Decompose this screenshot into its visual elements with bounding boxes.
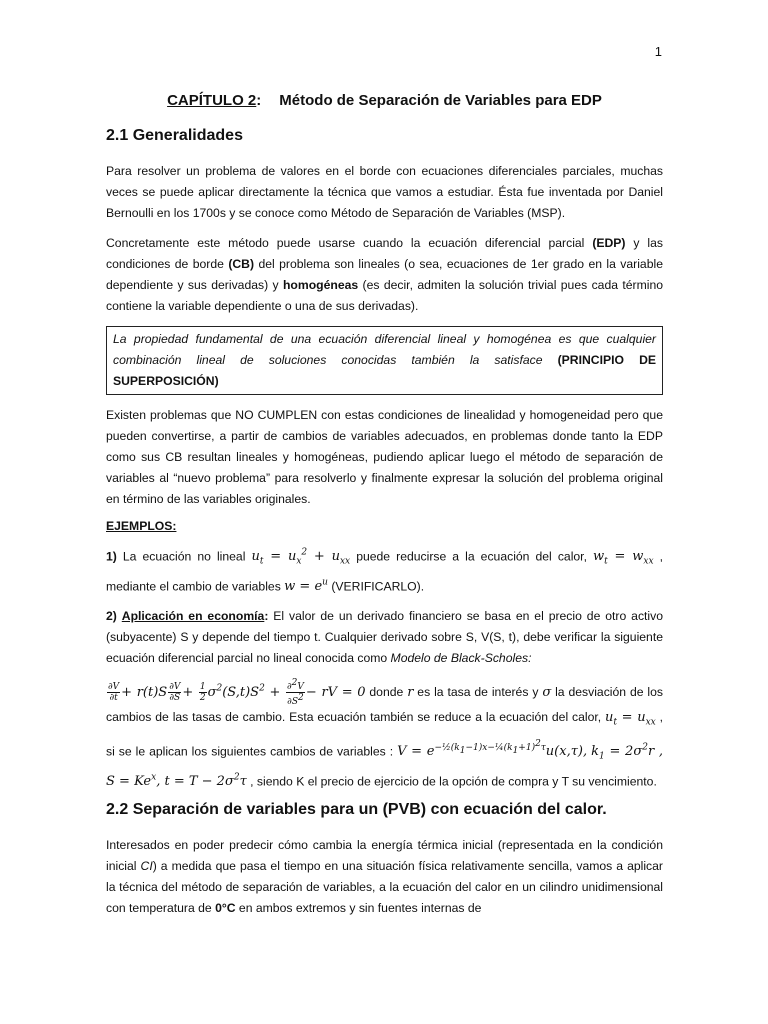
heat-equation: $u_t = u_{xx}$ [605, 710, 656, 728]
black-scholes-paragraph: $\frac{\partial V}{\partial t}$ + r(t)S $\frac{\partial V}{\partial S}$ + $\frac{1}{2}$ $\sigma^2(S,t)S^2$ + $\frac{\partial^2V}{\partial S^2}$ − rV = 0 donde r es la tasa de interés y σ la desviación de los cambios de las tasas de cambio. Esta ecuación también se reduce a la ecuación del calor, $u_t = u_{xx}$ , si se le aplican los siguientes cambios de variables : $V = e^{-\frac{1}{2}(k_1-1)x-\frac{1}{4}(k_1+1)^2\tau}u(x,\tau)$, $k_1 = 2\sigma^2r$ , $S = Ke^x$, $t = T - 2\sigma^2\tau$ , siendo K el precio de ejercicio de la opción de compra y T su vencimiento. [106, 678, 664, 790]
paragraph-conditions: Concretamente este método puede usarse cuando la ecuación diferencial parcial (EDP) y las condiciones de borde (CB) del problema son lineales (o sea, ecuaciones de 1er grado en la variable dependiente y sus derivadas) y homogéneas (es decir, admiten la solución trivial pues cada término contiene la variable dependiente o una de sus derivadas). [106, 236, 663, 313]
section-heading-2-1: 2.1 Generalidades [106, 127, 243, 144]
equation-change: $w = e^u$ [284, 577, 328, 595]
superposition-box [106, 326, 663, 395]
chapter-name: Método de Separación de Variables para EDP [279, 92, 602, 109]
paragraph-nonlinear: Existen problemas que NO CUMPLEN con estas condiciones de linealidad y homogeneidad pero que pueden convertirse, a partir de cambios de variables adecuados, en problemas donde tanto la EDP como sus CB resultan lineales y homogéneas, pudiendo aplicar luego el método de separación de variables al “nuevo problema” para resolverlo y finalmente expresar la solución del problema original en término de las variables originales. [106, 408, 663, 506]
chapter-title [106, 92, 663, 109]
equation-nonlinear: $u_t = u_x^2 + u_{xx}$ [251, 548, 351, 567]
black-scholes-equation: $\frac{\partial V}{\partial t}$ + r(t)S $\frac{\partial V}{\partial S}$ + $\frac{1}{2}$ $\sigma^2(S,t)S^2$ + $\frac{\partial^2V}{\partial S^2}$ − rV = 0 [108, 678, 366, 708]
superposition-text: La propiedad fundamental de una ecuación diferencial lineal y homogénea es que cualquier combinación lineal de soluciones conocidas también la satisface (PRINCIPIO DE SUPERPOSICIÓN) [113, 332, 656, 388]
chapter-colon: : [256, 92, 262, 109]
examples-heading: EJEMPLOS: [106, 519, 177, 533]
equation-heat: $w_t = w_{xx}$ [593, 549, 654, 567]
substitutions: $k_1 = 2\sigma^2r$ , $S = Ke^x$, $t = T - 2\sigma^2\tau$ [106, 742, 664, 790]
example-1: 1) La ecuación no lineal $u_t = u_x^2 + u_{xx}$ puede reducirse a la ecuación del calor, $w_t = w_{xx}$ , mediante el cambio de variables $w = e^u$ (VERIFICARLO). [106, 548, 663, 595]
page-number: 1 [654, 44, 662, 59]
transform-equation: $V = e^{-\frac{1}{2}(k_1-1)x-\frac{1}{4}(k_1+1)^2\tau}u(x,\tau)$, [397, 738, 588, 760]
example-2: 2) Aplicación en economía: El valor de un derivado financiero se basa en el precio de otro activo (subyacente) S y depende del tiempo t. Cualquier derivado sobre S, V(S, t), debe verificar la siguiente ecuación diferencial parcial no lineal conocida como Modelo de Black-Scholes: [106, 609, 664, 666]
page-content [106, 92, 663, 928]
section-heading-2-2: 2.2 Separación de variables para un (PVB) con ecuación del calor. [106, 801, 607, 819]
paragraph-heat: Interesados en poder predecir cómo cambia la energía térmica inicial (representada en la condición inicial CI) a medida que pasa el tiempo en una situación física relativamente sencilla, vamos a aplicar la técnica del método de separación de variables, a la ecuación del calor en un cilindro unidimensional con temperatura de 0°C en ambos extremos y sin fuentes internas de [106, 838, 663, 916]
paragraph-intro: Para resolver un problema de valores en el borde con ecuaciones diferenciales parciales, muchas veces se puede aplicar directamente la técnica que vamos a estudiar. Ésta fue inventada por Daniel Bernoulli en los 1700s y se conoce como Método de Separación de Variables (MSP). [106, 164, 663, 220]
chapter-label: CAPÍTULO 2 [167, 92, 257, 109]
